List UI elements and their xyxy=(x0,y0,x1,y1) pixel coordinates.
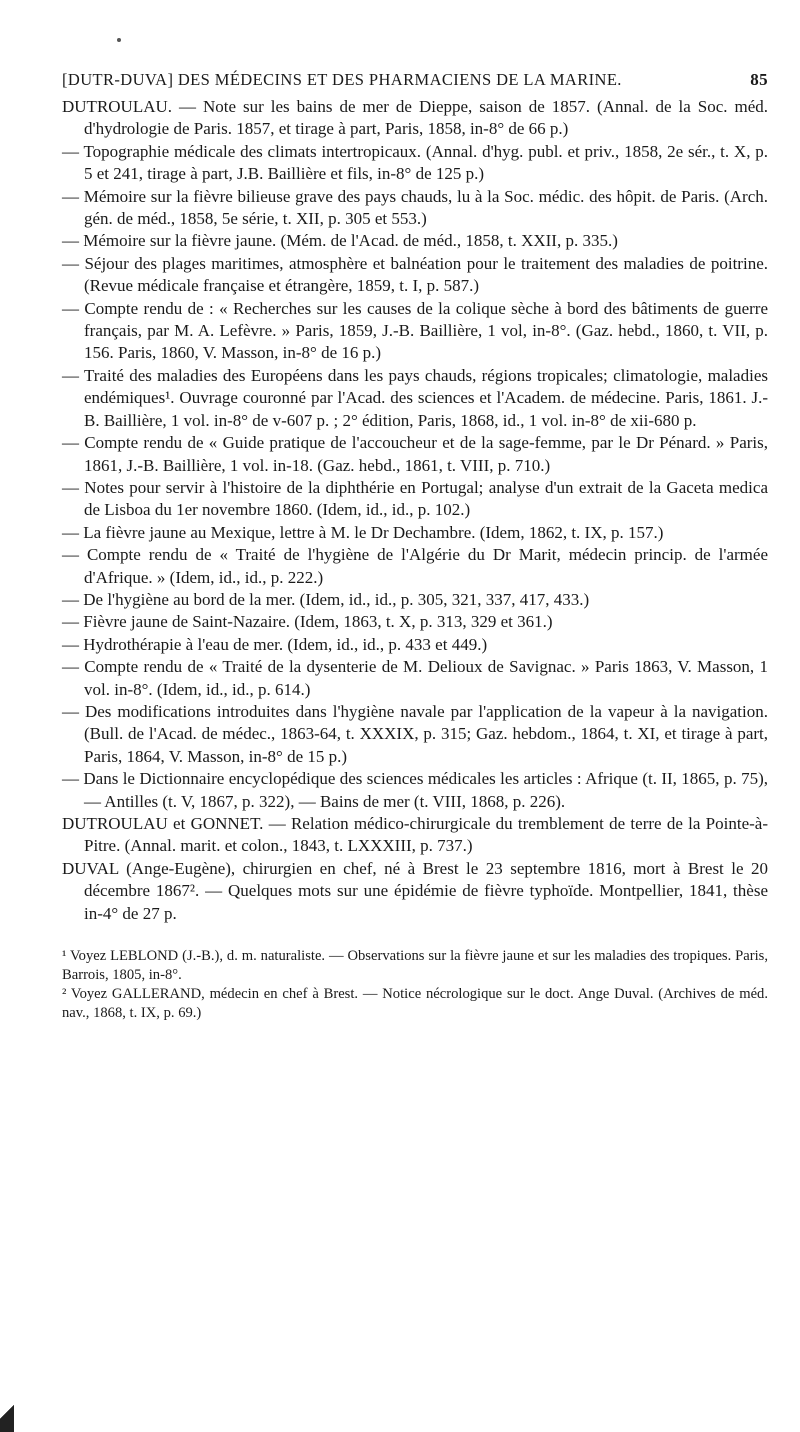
entry: — Compte rendu de « Traité de la dysenterie de M. Delioux de Savignac. » Paris 1863, V. Masson, 1 vol. in-8°. (Idem, id., id., p. 614.) xyxy=(62,657,768,699)
running-header xyxy=(62,70,768,90)
entry: — Notes pour servir à l'histoire de la diphthérie en Portugal; analyse d'un extrait de la Gaceta medica de Lisboa du 1er novembre 1860. (Idem, id., id., p. 102.) xyxy=(62,477,768,520)
entry: — De l'hygiène au bord de la mer. (Idem, id., id., p. 305, 321, 337, 417, 433.) xyxy=(62,589,590,609)
speck xyxy=(117,38,121,42)
entry: — Des modifications introduites dans l'hygiène navale par l'application de la vapeur à la navigation. (Bull. de l'Acad. de médec., 1863-64, t. XXXIX, p. 315; Gaz. hebdom., 1864, t. XI, et tirage à part, Paris, 1864, V. Masson, in-8° de 15 p.) xyxy=(62,701,768,766)
footnote: ² Voyez GALLERAND, médecin en chef à Brest. — Notice nécrologique sur le doct. Ange Duval. (Archives de méd. nav., 1868, t. IX, p. 69.) xyxy=(62,986,768,1022)
bibliography-entries xyxy=(62,96,768,925)
entry: — Topographie médicale des climats intertropicaux. (Annal. d'hyg. publ. et priv., 1858, 2e sér., t. X, p. 5 et 241, tirage à part, J.B. Baillière et fils, in-8° de 125 p.) xyxy=(62,141,768,184)
entry: — Mémoire sur la fièvre bilieuse grave des pays chauds, lu à la Soc. médic. des hôpit. de Paris. (Arch. gén. de méd., 1858, 5e série, t. XII, p. 305 et 553.) xyxy=(62,186,768,229)
entry: DUTROULAU et GONNET. — Relation médico-chirurgicale du tremblement de terre de la Pointe-à-Pitre. (Annal. marit. et colon., 1843, t. LXXXIII, p. 737.) xyxy=(62,814,768,856)
entry: — Mémoire sur la fièvre jaune. (Mém. de l'Acad. de méd., 1858, t. XXII, p. 335.) xyxy=(62,231,618,251)
entry: — Compte rendu de « Guide pratique de l'accoucheur et de la sage-femme, par le Dr Pénard. » Paris, 1861, J.-B. Baillière, 1 vol. in-18. (Gaz. hebd., 1861, t. VIII, p. 710.) xyxy=(62,433,768,475)
entry: — Dans le Dictionnaire encyclopédique des sciences médicales les articles : Afrique (t. II, 1865, p. 75), — Antilles (t. V, 1867, p. 322), — Bains de mer (t. VIII, 1868, p. 226). xyxy=(62,769,768,811)
entry: DUVAL (Ange-Eugène), chirurgien en chef, né à Brest le 23 septembre 1816, mort à Brest le 20 décembre 1867². — Quelques mots sur une épidémie de fièvre typhoïde. Montpellier, 1841, thèse in-4° de 27 p. xyxy=(62,858,768,923)
page xyxy=(62,70,768,1023)
entry: — Fièvre jaune de Saint-Nazaire. (Idem, 1863, t. X, p. 313, 329 et 361.) xyxy=(62,612,553,632)
entry: — Compte rendu de : « Recherches sur les causes de la colique sèche à bord des bâtiments de guerre français, par M. A. Lefèvre. » Paris, 1859, J.-B. Baillière, 1 vol, in-8°. (Gaz. hebd., 1860, t. VII, p. 156. Paris, 1860, V. Masson, in-8° de 16 p.) xyxy=(62,298,768,363)
entry: — Traité des maladies des Européens dans les pays chauds, régions tropicales; climatologie, maladies endémiques¹. Ouvrage couronné par l'Acad. des sciences et l'Academ. de médecine. Paris, 1861. J.-B. Baillière, 1 vol. in-8° de v-607 p. ; 2° édition, Paris, 1868, id., 1 vol. in-8° de xii-680 p. xyxy=(62,365,768,430)
entry: — Compte rendu de « Traité de l'hygiène de l'Algérie du Dr Marit, médecin princip. de l'armée d'Afrique. » (Idem, id., id., p. 222.) xyxy=(62,545,768,587)
page-corner-shadow xyxy=(0,1392,14,1432)
entry: — Séjour des plages maritimes, atmosphère et balnéation pour le traitement des maladies de poitrine. (Revue médicale française et étrangère, 1859, t. I, p. 587.) xyxy=(62,253,768,296)
footnote: ¹ Voyez LEBLOND (J.-B.), d. m. naturaliste. — Observations sur la fièvre jaune et sur les maladies des tropiques. Paris, Barrois, 1805, in-8°. xyxy=(62,948,768,984)
entry: DUTROULAU. — Note sur les bains de mer de Dieppe, saison de 1857. (Annal. de la Soc. méd. d'hydrologie de Paris. 1857, et tirage à part, Paris, 1858, in-8° de 66 p.) xyxy=(62,97,768,139)
entry: — Hydrothérapie à l'eau de mer. (Idem, id., id., p. 433 et 449.) xyxy=(62,634,488,654)
entry: — La fièvre jaune au Mexique, lettre à M. le Dr Dechambre. (Idem, 1862, t. IX, p. 157.) xyxy=(62,522,664,542)
page-number: 85 xyxy=(750,70,768,89)
footnotes xyxy=(62,947,768,1023)
running-title: [DUTR-DUVA] DES MÉDECINS ET DES PHARMACIENS DE LA MARINE. xyxy=(62,70,622,89)
